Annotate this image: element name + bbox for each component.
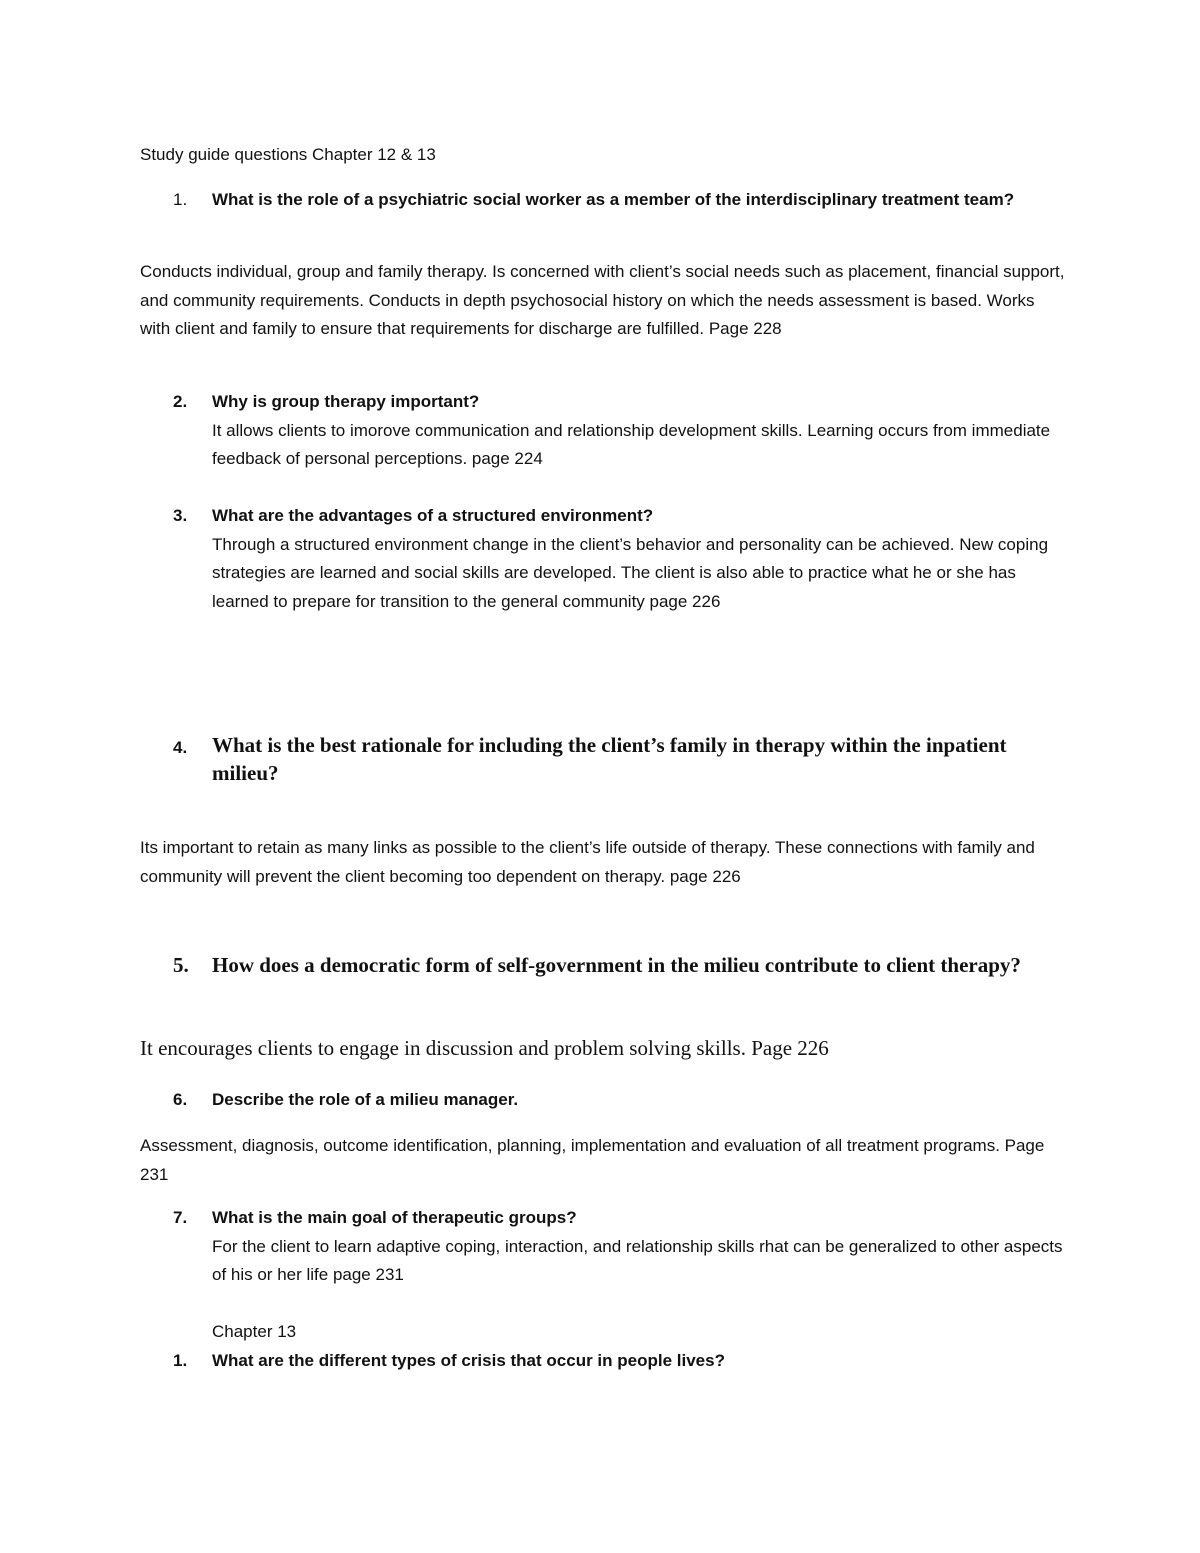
question-number: 7. <box>173 1208 188 1227</box>
chapter-heading-text: Chapter 13 <box>212 1322 297 1341</box>
question-4 <box>140 732 1065 787</box>
question-text: What is the best rationale for including the client’s family in therapy within the inpatient milieu? <box>212 733 1007 785</box>
question-7 <box>140 1204 1065 1290</box>
question-text: How does a democratic form of self-government in the milieu contribute to client therapy? <box>212 953 1021 977</box>
question-text: What are the advantages of a structured environment? <box>212 506 654 525</box>
answer-3: Through a structured environment change in the client’s behavior and personality can be achieved. New coping strategies are learned and social skills are developed. The client is also able to practice what he or she has learned to prepare for transition to the general community page 226 <box>212 534 1049 611</box>
question-text: What are the different types of crisis that occur in people lives? <box>212 1351 725 1370</box>
answer-1: Conducts individual, group and family therapy. Is concerned with client’s social needs such as placement, financial support, and community requirements. Conducts in depth psychosocial history on which the needs assessment is based. Works with client and family to ensure that requirements for discharge are fulfilled. Page 228 <box>140 262 1065 338</box>
question-number: 6. <box>173 1090 188 1109</box>
chapter13-question-1 <box>140 1347 1065 1376</box>
answer-6: Assessment, diagnosis, outcome identification, planning, implementation and evaluation of all treatment programs. Page 231 <box>140 1136 1045 1184</box>
answer-4: Its important to retain as many links as possible to the client’s life outside of therapy. These connections with family and community will prevent the client becoming too dependent on therapy. page 226 <box>140 838 1035 886</box>
chapter-heading <box>140 1318 1065 1347</box>
question-number: 1. <box>173 1351 188 1370</box>
question-number: 2. <box>173 392 188 411</box>
question-1 <box>140 186 1065 215</box>
question-5 <box>140 952 1065 980</box>
answer-5: It encourages clients to engage in discussion and problem solving skills. Page 226 <box>140 1036 829 1060</box>
question-number: 5. <box>173 953 189 977</box>
question-number: 3. <box>173 506 188 525</box>
question-3 <box>140 502 1065 616</box>
document-title: Study guide questions Chapter 12 & 13 <box>140 145 436 164</box>
question-number: 1. <box>173 190 188 209</box>
question-number: 4. <box>173 738 188 757</box>
answer-2: It allows clients to imorove communication and relationship development skills. Learning occurs from immediate feedback of personal perceptions. page 224 <box>212 420 1051 468</box>
question-text: What is the role of a psychiatric social worker as a member of the interdisciplinary treatment team? <box>212 190 1015 209</box>
question-text: Why is group therapy important? <box>212 392 480 411</box>
question-6 <box>140 1086 1065 1115</box>
question-2 <box>140 388 1065 474</box>
question-text: What is the main goal of therapeutic groups? <box>212 1208 577 1227</box>
answer-7: For the client to learn adaptive coping, interaction, and relationship skills rhat can be generalized to other aspects of his or her life page 231 <box>212 1236 1063 1284</box>
question-text: Describe the role of a milieu manager. <box>212 1090 519 1109</box>
